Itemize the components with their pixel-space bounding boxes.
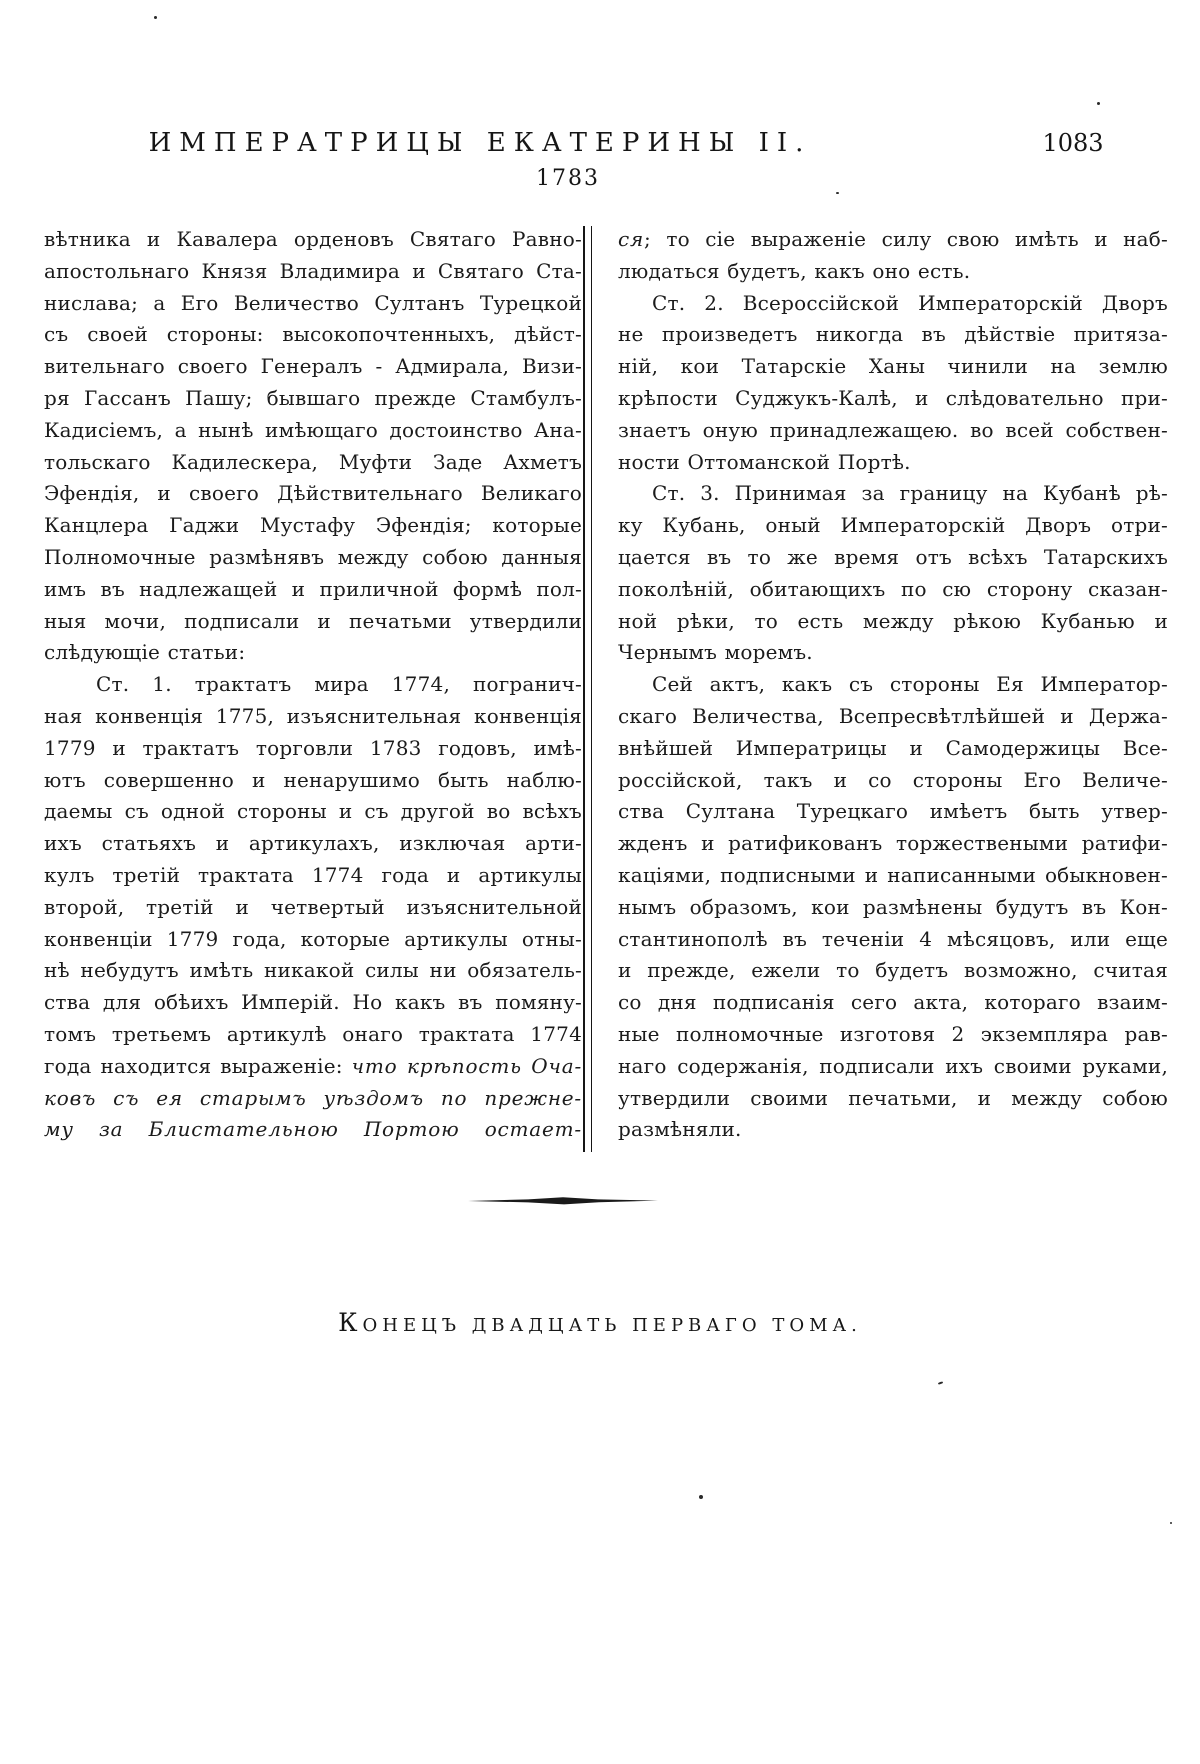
text-line (44, 796, 582, 828)
text-line (44, 1051, 582, 1083)
text-line (618, 733, 1168, 765)
italic-text-segment: ся (618, 227, 645, 251)
text-line (44, 447, 582, 479)
text-segment: и прежде, ежели то будетъ возможно, считая (618, 958, 1168, 983)
text-line (618, 478, 1168, 510)
text-line (618, 1051, 1168, 1083)
text-line (44, 637, 582, 669)
footer-volume-end: КОНЕЦЪ ДВАДЦАТЬ ПЕРВАГО ТОМА. (338, 1308, 862, 1337)
text-segment: Канцлера Гаджи Мустафу Эфендія; которые (44, 513, 582, 538)
text-line (618, 542, 1168, 574)
text-segment: внѣйшей Императрицы и Самодержицы Все- (618, 735, 1168, 760)
text-segment: нѣ небудутъ имѣть никакой силы ни обязатель- (44, 958, 582, 983)
text-line (44, 510, 582, 542)
left-column (44, 224, 582, 1146)
text-segment: ства Султана Турецкаго имѣетъ быть утвер- (618, 799, 1168, 824)
page-header-title: ИМПЕРАТРИЦЫ ЕКАТЕРИНЫ II. (148, 128, 812, 158)
text-segment: Чернымъ моремъ. (618, 640, 813, 665)
text-line (44, 351, 582, 383)
text-line (618, 1083, 1168, 1115)
text-line (44, 669, 582, 701)
text-line (44, 415, 582, 447)
text-segment: ; то сіе выраженіе силу свою имѣть и наб- (644, 227, 1168, 251)
text-segment: поколѣній, обитающихъ по сю сторону сказан- (618, 576, 1168, 601)
text-segment: вѣтника и Кавалера орденовъ Святаго Равно- (44, 227, 582, 251)
text-segment: нымъ образомъ, кои размѣнены будутъ въ Кон- (618, 894, 1168, 919)
column-divider (583, 226, 592, 1152)
text-segment: Эфендія, и своего Дѣйствительнаго Великаго (44, 481, 582, 506)
italic-text-segment: что крѣпость Оча- (351, 1053, 582, 1078)
text-line (618, 1114, 1168, 1146)
text-segment: Сей актъ, какъ съ стороны Ея Император- (652, 672, 1168, 697)
text-line (618, 701, 1168, 733)
text-line (44, 765, 582, 797)
text-line (44, 860, 582, 892)
text-line (44, 224, 582, 256)
text-line (618, 383, 1168, 415)
text-line (618, 574, 1168, 606)
text-line (44, 1019, 582, 1051)
text-segment: жденъ и ратификованъ торжествеными ратифи- (618, 831, 1168, 856)
text-segment: людаться будетъ, какъ оно есть. (618, 258, 971, 283)
text-line (618, 860, 1168, 892)
text-segment: апостольнаго Князя Владимира и Святаго Ста- (44, 258, 582, 283)
text-line (44, 574, 582, 606)
text-segment: конвенціи 1779 года, которые артикулы отны- (44, 926, 582, 951)
text-line (618, 765, 1168, 797)
text-segment: ютъ совершенно и ненарушимо быть наблю- (44, 767, 582, 792)
text-segment: стантинополѣ въ теченіи 4 мѣсяцовъ, или еще (618, 926, 1168, 951)
ink-speck (1097, 102, 1100, 105)
ink-speck (938, 1381, 943, 1385)
text-line (44, 987, 582, 1019)
text-line (618, 955, 1168, 987)
ink-speck (154, 16, 157, 19)
text-line (44, 1083, 582, 1115)
end-of-text-rule (468, 1196, 658, 1206)
text-segment: съ своей стороны: высокопочтенныхъ, дѣйст- (44, 322, 582, 347)
text-segment: даемы съ одной стороны и съ другой во всѣхъ (44, 799, 582, 824)
text-segment: не произведетъ никогда въ дѣйствіе притяза- (618, 322, 1168, 347)
text-line (44, 256, 582, 288)
text-segment: ства для обѣихъ Имперій. Но какъ въ помяну- (44, 990, 582, 1015)
text-line (44, 828, 582, 860)
right-column (618, 224, 1168, 1146)
text-segment: ности Оттоманской Портѣ. (618, 449, 911, 474)
text-segment: скаго Величества, Всепресвѣтлѣйшей и Держа- (618, 703, 1168, 728)
text-segment: Полномочные размѣнявъ между собою данныя (44, 544, 582, 569)
text-line (618, 1019, 1168, 1051)
text-line (44, 288, 582, 320)
ink-speck (699, 1495, 703, 1499)
text-segment: 1779 и трактатъ торговли 1783 годовъ, имѣ- (44, 735, 582, 760)
text-segment: тольскаго Кадилескера, Муфти Заде Ахметъ (44, 449, 582, 474)
text-line (44, 1114, 582, 1146)
text-line (618, 924, 1168, 956)
text-segment: ная конвенція 1775, изъяснительная конвенція (44, 703, 582, 728)
text-line (618, 796, 1168, 828)
text-line (618, 224, 1168, 256)
year-label: 1783 (536, 166, 600, 191)
text-segment: наго содержанія, подписали ихъ своими руками, (618, 1053, 1168, 1078)
text-line (618, 319, 1168, 351)
text-line (618, 669, 1168, 701)
text-segment: томъ третьемъ артикулѣ онаго трактата 1774 (44, 1021, 582, 1046)
text-segment: кулъ третій трактата 1774 года и артикулы (44, 862, 582, 887)
text-line (618, 447, 1168, 479)
page-number: 1083 (1042, 129, 1104, 157)
text-line (44, 383, 582, 415)
text-segment: каціями, подписными и написанными обыкновен- (618, 862, 1168, 887)
text-line (44, 478, 582, 510)
text-line (44, 606, 582, 638)
text-line (618, 288, 1168, 320)
text-line (618, 892, 1168, 924)
text-segment: знаетъ оную принадлежащею. во всей собствен- (618, 417, 1168, 442)
text-line (618, 510, 1168, 542)
text-line (44, 319, 582, 351)
text-segment: Ст. 3. Принимая за границу на Кубанѣ рѣ- (652, 481, 1168, 506)
text-line (618, 637, 1168, 669)
text-segment: Кадисіемъ, а нынѣ имѣющаго достоинство Ана- (44, 417, 582, 442)
text-line (44, 955, 582, 987)
text-segment: Ст. 1. трактатъ мира 1774, погранич- (96, 672, 582, 697)
text-segment: нислава; а Его Величество Султанъ Турецкой (44, 290, 582, 315)
text-line (44, 892, 582, 924)
ink-speck (836, 192, 839, 194)
text-segment: Ст. 2. Всероссійской Императорскій Дворъ (652, 290, 1168, 315)
text-segment: года находится выраженіе: (44, 1053, 352, 1078)
italic-text-segment: ковъ съ ея старымъ уѣздомъ по прежне- (44, 1085, 582, 1110)
text-line (44, 733, 582, 765)
text-line (618, 606, 1168, 638)
text-segment: второй, третій и четвертый изъяснительной (44, 894, 582, 919)
text-line (44, 701, 582, 733)
text-segment: ку Кубань, оный Императорскій Дворъ отри- (618, 513, 1168, 538)
text-segment: слѣдующіе статьи: (44, 640, 246, 665)
italic-text-segment: му за Блистательною Портою остает- (44, 1117, 582, 1142)
text-segment: размѣняли. (618, 1117, 742, 1142)
text-line (618, 828, 1168, 860)
ink-speck (1170, 1522, 1172, 1524)
text-line (44, 542, 582, 574)
text-segment: ныя мочи, подписали и печатьми утвердили (44, 608, 582, 633)
text-segment: россійской, такъ и со стороны Его Величе- (618, 767, 1168, 792)
text-line (618, 987, 1168, 1019)
text-line (44, 924, 582, 956)
text-line (618, 351, 1168, 383)
text-segment: ихъ статьяхъ и артикулахъ, изключая арти- (44, 831, 582, 856)
text-segment: вительнаго своего Генералъ - Адмирала, Визи- (44, 354, 582, 379)
text-segment: ные полномочные изготовя 2 экземпляра рав- (618, 1021, 1168, 1046)
text-segment: утвердили своими печатьми, и между собою (618, 1085, 1168, 1110)
text-segment: ря Гассанъ Пашу; бывшаго прежде Стамбулъ- (44, 385, 582, 410)
text-segment: ній, кои Татарскіе Ханы чинили на землю (618, 354, 1168, 379)
text-segment: со дня подписанія сего акта, котораго взаим- (618, 990, 1168, 1015)
text-line (618, 256, 1168, 288)
text-segment: ной рѣки, то есть между рѣкою Кубанью и (618, 608, 1168, 633)
text-line (618, 415, 1168, 447)
text-segment: крѣпости Суджукъ-Калѣ, и слѣдовательно при- (618, 385, 1168, 410)
text-segment: имъ въ надлежащей и приличной формѣ пол- (44, 576, 582, 601)
text-segment: цается въ то же время отъ всѣхъ Татарскихъ (618, 544, 1168, 569)
